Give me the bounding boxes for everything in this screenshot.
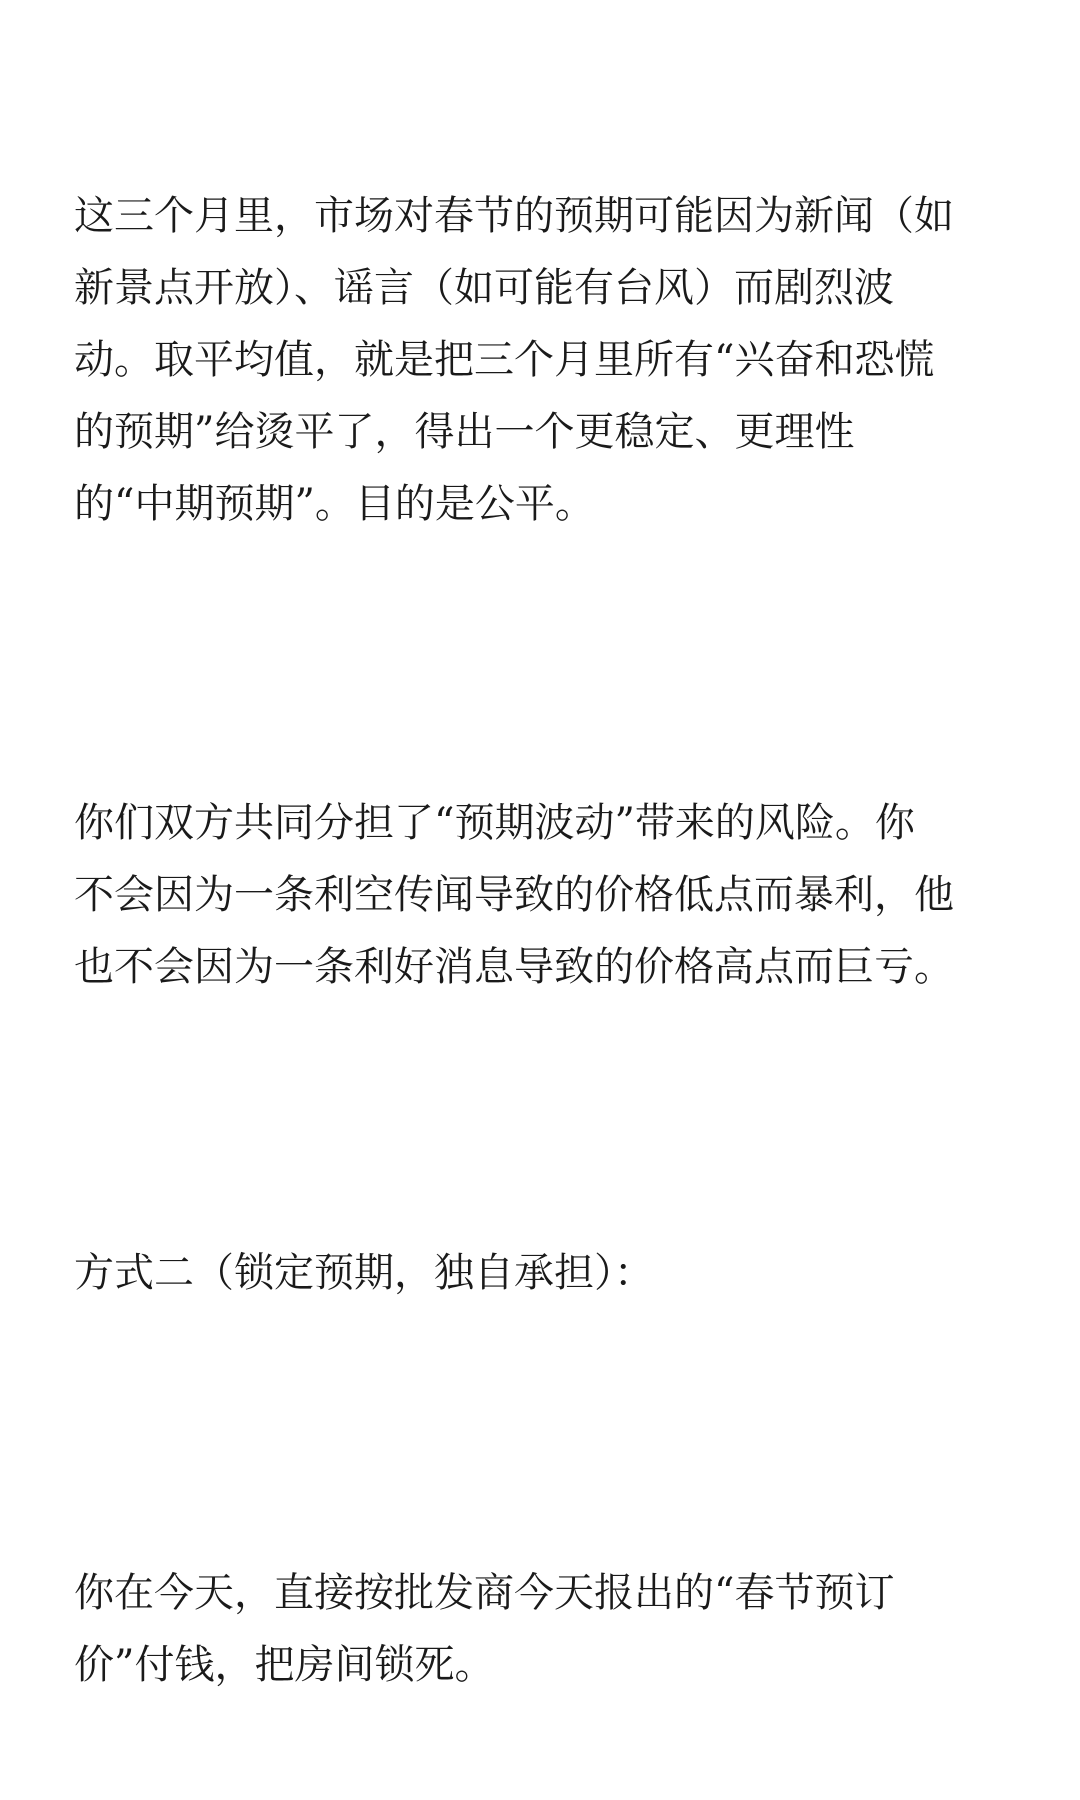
paragraph-expectation-averaging — [74, 180, 954, 540]
paragraph-method-two-heading — [74, 1237, 654, 1309]
paragraph-line: 价”付钱，把房间锁死。 — [74, 1642, 495, 1688]
paragraph-line: 你们双方共同分担了“预期波动”带来的风险。你 — [74, 800, 915, 846]
paragraph-line: 也不会因为一条利好消息导致的价格高点而巨亏。 — [74, 944, 954, 990]
paragraph-line: 的“中期预期”。目的是公平。 — [74, 481, 595, 527]
paragraph-shared-risk — [74, 787, 954, 1003]
paragraph-lock-price — [74, 1557, 894, 1701]
paragraph-line: 你在今天，直接按批发商今天报出的“春节预订 — [74, 1570, 895, 1616]
paragraph-line: 动。取平均值，就是把三个月里所有“兴奋和恐慌 — [74, 337, 935, 383]
paragraph-line: 这三个月里，市场对春节的预期可能因为新闻（如 — [74, 193, 954, 239]
paragraph-line: 的预期”给烫平了，得出一个更稳定、更理性 — [74, 409, 855, 455]
paragraph-line: 方式二（锁定预期，独自承担）： — [74, 1250, 654, 1296]
paragraph-line: 新景点开放）、谣言（如可能有台风）而剧烈波 — [74, 265, 894, 311]
paragraph-line: 不会因为一条利空传闻导致的价格低点而暴利，他 — [74, 872, 954, 918]
